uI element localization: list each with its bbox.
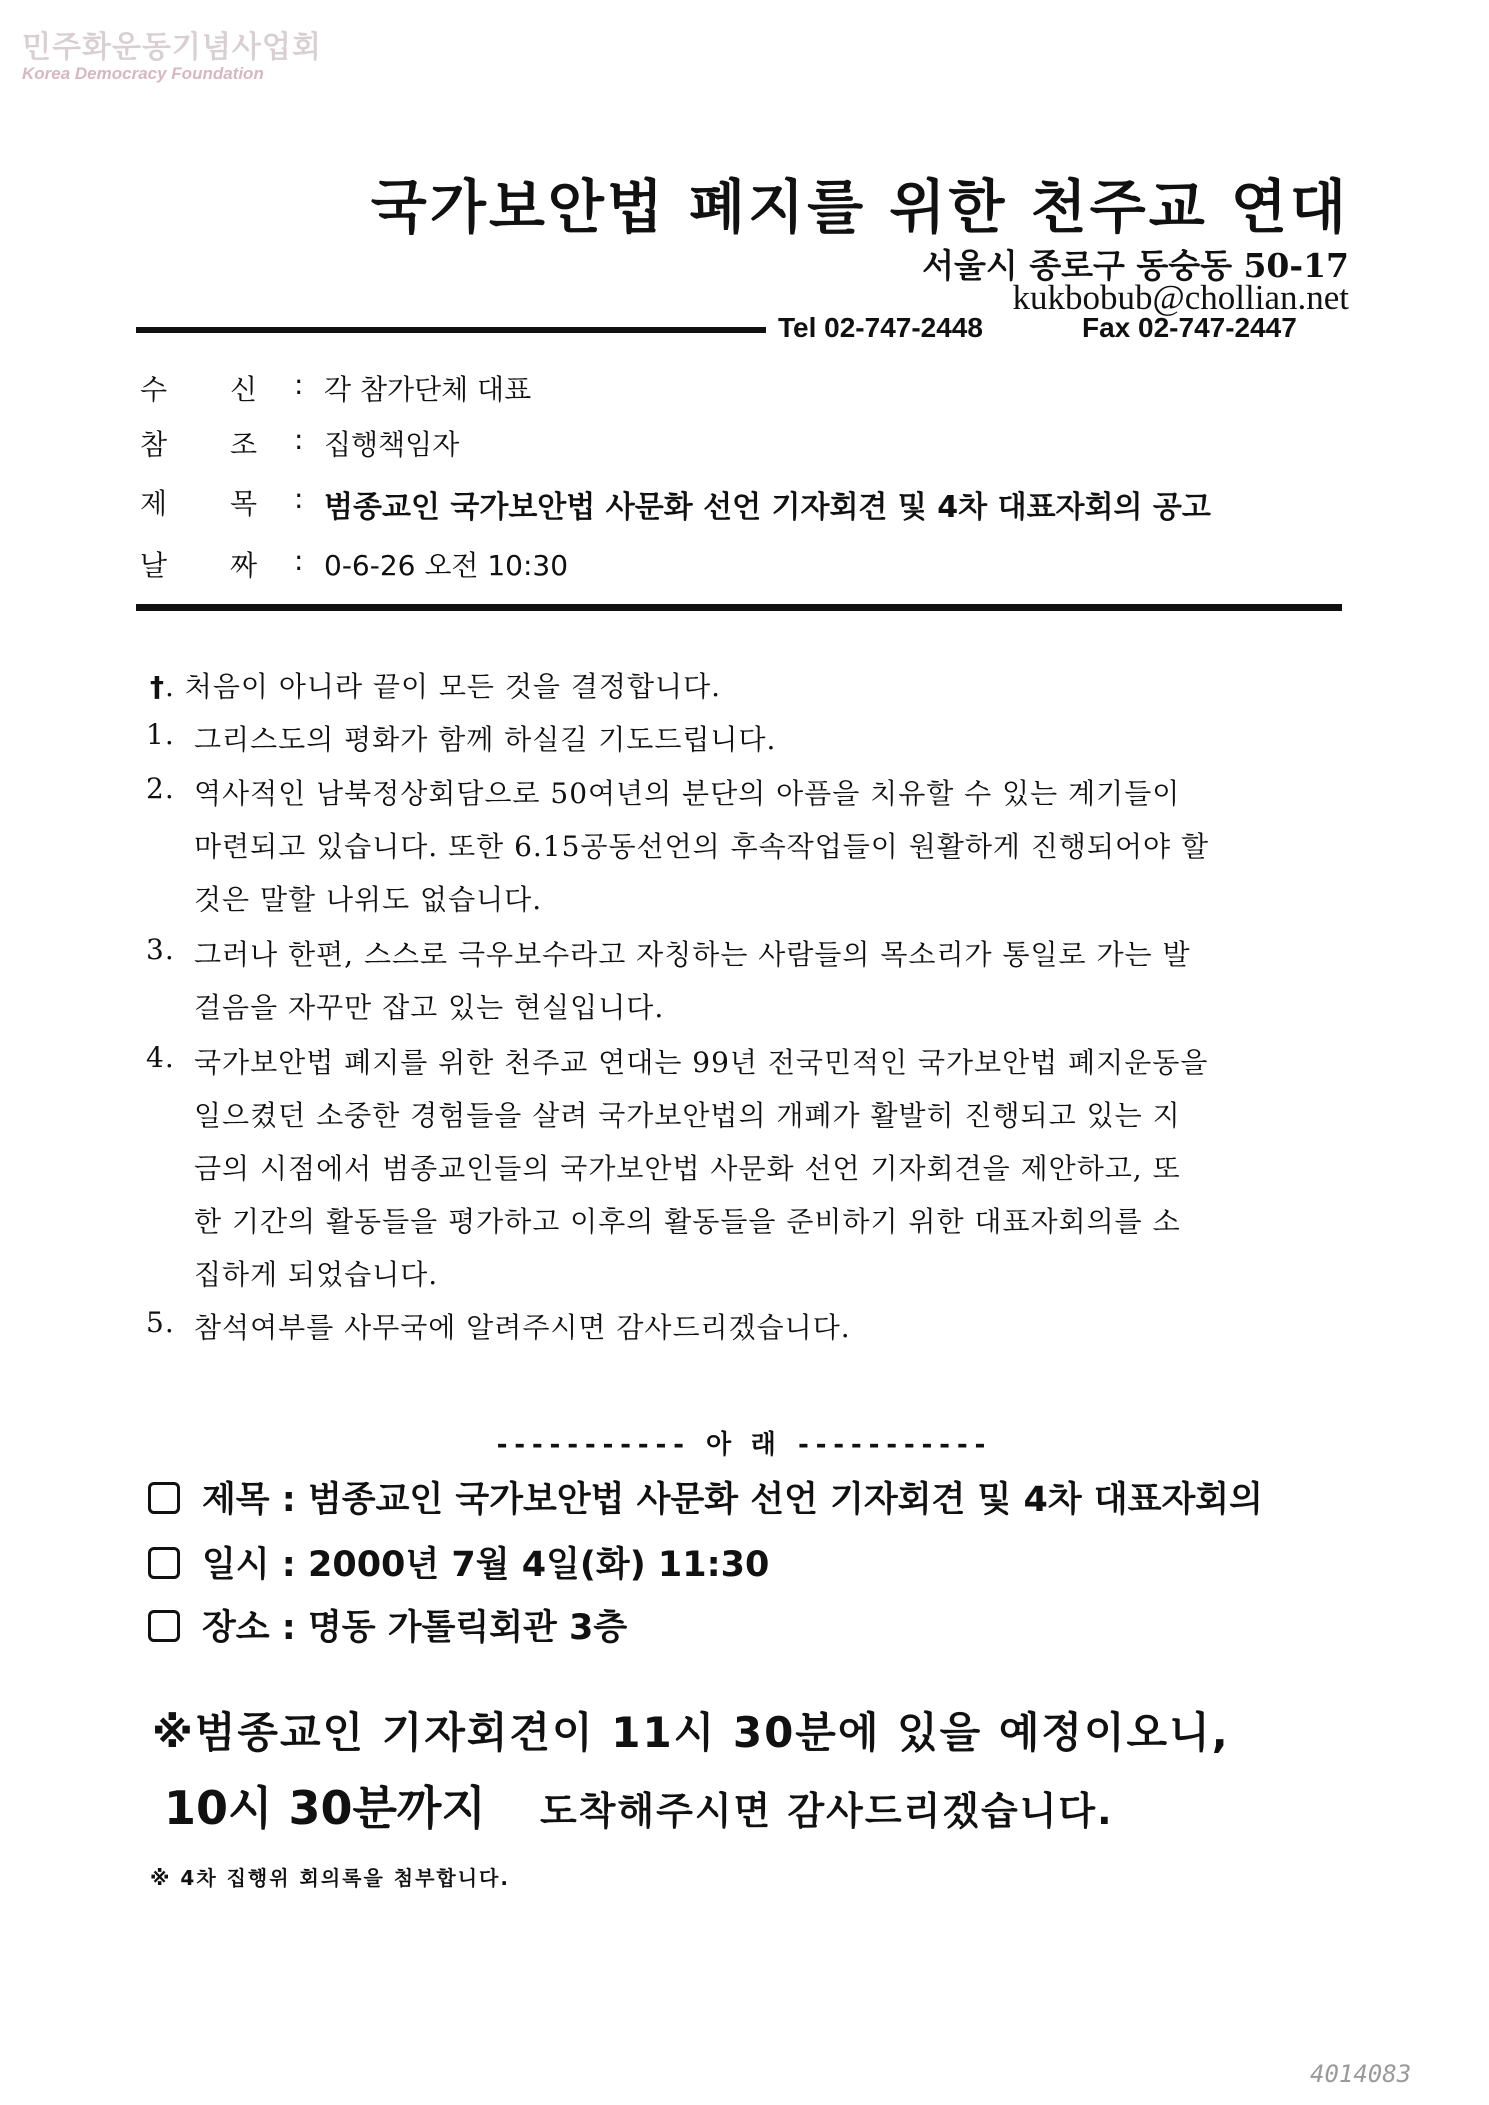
header-rule <box>136 327 766 333</box>
fax: Fax 02-747-2447 <box>1082 312 1297 343</box>
organization-title: 국가보안법 폐지를 위한 천주교 연대 <box>370 173 1349 241</box>
detail-location <box>148 1600 627 1650</box>
item-line: 걸음을 자꾸만 잡고 있는 현실입니다. <box>194 991 665 1024</box>
field-label: 제 <box>140 487 168 520</box>
item-number: 4. <box>146 1041 175 1074</box>
checkbox-icon <box>148 1482 180 1514</box>
field-value: 집행책임자 <box>324 428 460 461</box>
field-colon: : <box>294 423 304 456</box>
detail-title <box>148 1472 1263 1522</box>
cross-icon: † <box>150 670 165 703</box>
cross-line-text: . 처음이 아니라 끝이 모든 것을 결정합니다. <box>165 670 722 703</box>
field-colon: : <box>294 368 304 401</box>
detail-text: 제목 : 범종교인 국가보안법 사문화 선언 기자회견 및 4차 대표자회의 <box>202 1480 1263 1520</box>
checkbox-icon <box>148 1610 180 1642</box>
field-label: 목 <box>230 487 258 520</box>
checkbox-icon <box>148 1547 180 1579</box>
field-label: 신 <box>230 373 258 406</box>
field-value: 범종교인 국가보안법 사문화 선언 기자회견 및 4차 대표자회의 공고 <box>324 490 1211 525</box>
item-line: 금의 시점에서 범종교인들의 국가보안법 사문화 선언 기자회견을 제안하고, 또 <box>194 1152 1181 1185</box>
section-rule <box>136 604 1342 611</box>
field-label: 수 <box>140 373 168 406</box>
item-line: 그리스도의 평화가 함께 하실길 기도드립니다. <box>194 723 777 756</box>
notice-line-2: 도착해주시면 감사드리겠습니다. <box>540 1789 1114 1833</box>
field-label: 날 <box>140 549 168 582</box>
field-colon: : <box>294 482 304 515</box>
cross-line <box>150 665 721 705</box>
item-line: 참석여부를 사무국에 알려주시면 감사드리겠습니다. <box>194 1311 851 1344</box>
footnote: ※ 4차 집행위 회의록을 첨부합니다. <box>150 1866 510 1890</box>
address: 서울시 종로구 동숭동 50-17 <box>922 246 1349 285</box>
detail-datetime <box>148 1537 769 1587</box>
detail-text: 장소 : 명동 가톨릭회관 3층 <box>202 1608 628 1648</box>
field-value: 0-6-26 오전 10:30 <box>324 549 569 582</box>
item-line: 그러나 한편, 스스로 극우보수라고 자칭하는 사람들의 목소리가 통일로 가는 발 <box>194 938 1191 971</box>
notice-arrival-time: 10시 30분까지 <box>164 1781 486 1835</box>
item-line: 역사적인 남북정상회담으로 50여년의 분단의 아픔을 치유할 수 있는 계기들이 <box>194 777 1181 810</box>
item-number: 2. <box>146 772 175 805</box>
field-label: 조 <box>230 428 258 461</box>
watermark-korean: 민주화운동기념사업회 <box>22 30 322 65</box>
page-stamp: 4014083 <box>1310 2060 1412 2088</box>
below-heading: ----------- 아 래 ----------- <box>494 1430 990 1460</box>
item-number: 3. <box>146 933 175 966</box>
item-line: 집하게 되었습니다. <box>194 1258 439 1291</box>
field-value: 각 참가단체 대표 <box>324 373 532 406</box>
item-line: 일으켰던 소중한 경험들을 살려 국가보안법의 개폐가 활발히 진행되고 있는 지 <box>194 1099 1181 1132</box>
item-line: 것은 말할 나위도 없습니다. <box>194 883 543 916</box>
item-line: 마련되고 있습니다. 또한 6.15공동선언의 후속작업들이 원활하게 진행되어야 할 <box>194 830 1210 863</box>
watermark-english: Korea Democracy Foundation <box>22 64 264 83</box>
item-line: 국가보안법 폐지를 위한 천주교 연대는 99년 전국민적인 국가보안법 폐지운동을 <box>194 1046 1209 1079</box>
field-colon: : <box>294 544 304 577</box>
field-label: 참 <box>140 428 168 461</box>
field-label: 짜 <box>230 549 258 582</box>
notice-line-1: ※범종교인 기자회견이 11시 30분에 있을 예정이오니, <box>152 1708 1230 1757</box>
email: kukbobub@chollian.net <box>1012 278 1349 317</box>
item-number: 1. <box>146 718 175 751</box>
item-number: 5. <box>146 1306 175 1339</box>
detail-text: 일시 : 2000년 7월 4일(화) 11:30 <box>202 1545 770 1585</box>
item-line: 한 기간의 활동들을 평가하고 이후의 활동들을 준비하기 위한 대표자회의를 소 <box>194 1205 1181 1238</box>
telephone: Tel 02-747-2448 <box>778 312 983 343</box>
